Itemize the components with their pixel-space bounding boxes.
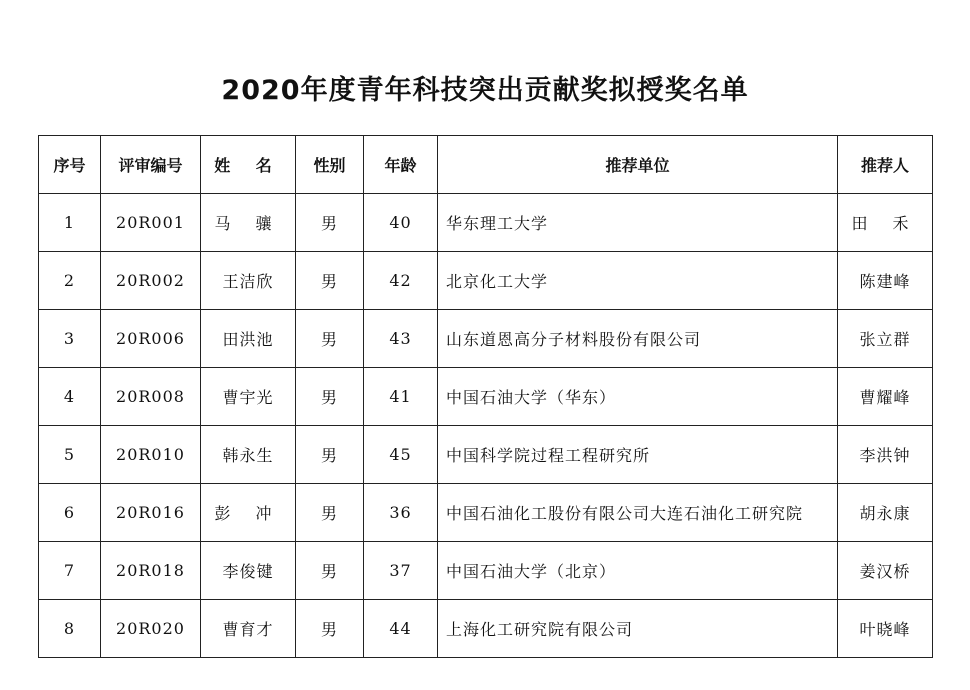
table-row [39,252,933,310]
cell-unit: 中国石油大学（北京） [438,542,838,600]
cell-recommender: 姜汉桥 [838,542,933,600]
cell-index: 2 [39,252,101,310]
cell-recommender: 李洪钟 [838,426,933,484]
cell-review-no: 20R002 [101,252,201,310]
header-gender: 性别 [296,136,364,194]
header-index: 序号 [39,136,101,194]
table-row [39,194,933,252]
cell-review-no: 20R010 [101,426,201,484]
table-row [39,310,933,368]
cell-recommender: 陈建峰 [838,252,933,310]
cell-unit: 山东道恩高分子材料股份有限公司 [438,310,838,368]
cell-review-no: 20R008 [101,368,201,426]
cell-unit: 中国科学院过程工程研究所 [438,426,838,484]
table-row [39,484,933,542]
cell-age: 40 [364,194,438,252]
cell-gender: 男 [296,484,364,542]
cell-recommender: 曹耀峰 [838,368,933,426]
table-row [39,426,933,484]
cell-review-no: 20R016 [101,484,201,542]
cell-recommender: 胡永康 [838,484,933,542]
cell-recommender: 叶晓峰 [838,600,933,658]
cell-age: 45 [364,426,438,484]
table-row [39,600,933,658]
cell-age: 36 [364,484,438,542]
cell-age: 43 [364,310,438,368]
cell-age: 41 [364,368,438,426]
award-list-table [38,135,933,658]
cell-age: 37 [364,542,438,600]
cell-recommender: 张立群 [838,310,933,368]
cell-review-no: 20R018 [101,542,201,600]
cell-gender: 男 [296,310,364,368]
cell-name: 田洪池 [201,310,296,368]
cell-name: 王洁欣 [201,252,296,310]
cell-index: 5 [39,426,101,484]
cell-index: 8 [39,600,101,658]
cell-gender: 男 [296,194,364,252]
header-review-no: 评审编号 [101,136,201,194]
cell-unit: 华东理工大学 [438,194,838,252]
cell-gender: 男 [296,542,364,600]
header-age: 年龄 [364,136,438,194]
table-row [39,368,933,426]
cell-unit: 中国石油大学（华东） [438,368,838,426]
cell-name: 马 骧 [201,194,296,252]
cell-gender: 男 [296,426,364,484]
cell-name: 李俊键 [201,542,296,600]
cell-gender: 男 [296,368,364,426]
cell-name: 彭 冲 [201,484,296,542]
cell-age: 42 [364,252,438,310]
cell-index: 4 [39,368,101,426]
cell-gender: 男 [296,252,364,310]
cell-unit: 北京化工大学 [438,252,838,310]
cell-index: 1 [39,194,101,252]
table-header-row [39,136,933,194]
header-unit: 推荐单位 [438,136,838,194]
cell-review-no: 20R006 [101,310,201,368]
cell-recommender: 田 禾 [838,194,933,252]
cell-name: 曹宇光 [201,368,296,426]
cell-review-no: 20R020 [101,600,201,658]
cell-name: 曹育才 [201,600,296,658]
cell-index: 6 [39,484,101,542]
cell-index: 7 [39,542,101,600]
cell-unit: 中国石油化工股份有限公司大连石油化工研究院 [438,484,838,542]
page-title: 2020年度青年科技突出贡献奖拟授奖名单 [221,75,749,106]
cell-unit: 上海化工研究院有限公司 [438,600,838,658]
table-row [39,542,933,600]
cell-name: 韩永生 [201,426,296,484]
cell-age: 44 [364,600,438,658]
header-recommender: 推荐人 [838,136,933,194]
cell-review-no: 20R001 [101,194,201,252]
cell-gender: 男 [296,600,364,658]
header-name: 姓 名 [201,136,296,194]
cell-index: 3 [39,310,101,368]
